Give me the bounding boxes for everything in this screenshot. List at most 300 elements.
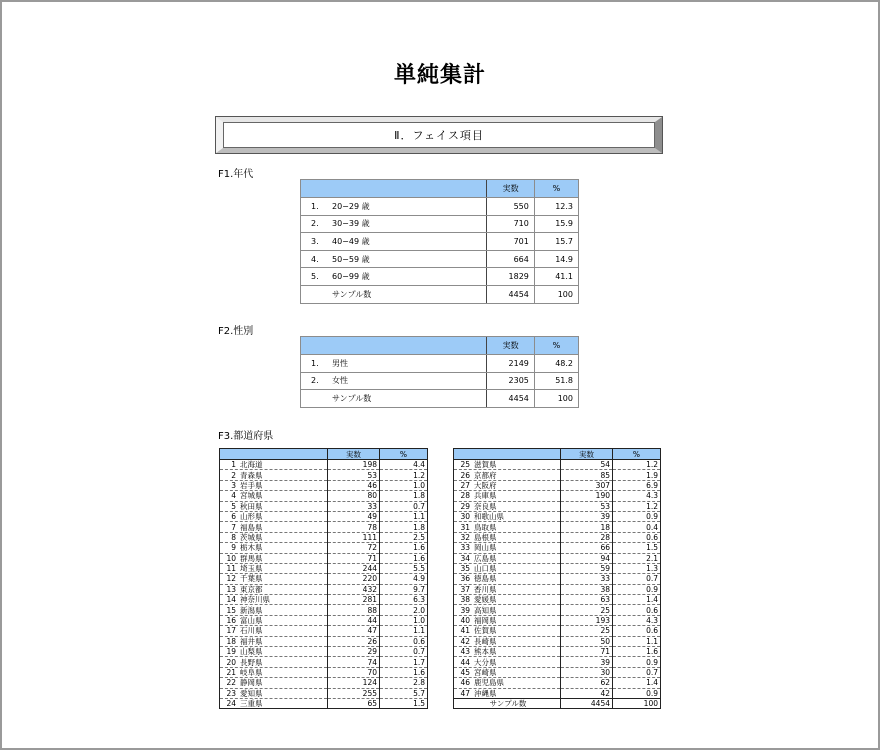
header-blank	[220, 449, 328, 460]
prefecture-name: 宮城県	[240, 491, 263, 501]
row-label: 女性	[326, 372, 487, 390]
row-count: 255	[328, 688, 380, 698]
prefecture-name: 高知県	[474, 605, 497, 615]
page-title: 単純集計	[393, 63, 486, 88]
prefecture-name: 愛知県	[240, 688, 263, 698]
row-percent: 1.9	[613, 470, 661, 480]
row-percent: 5.5	[380, 563, 428, 573]
table-row	[301, 372, 579, 390]
row-percent: 14.9	[534, 250, 578, 268]
prefecture-name: 秋田県	[240, 501, 263, 511]
prefecture-number: 31	[460, 522, 470, 532]
prefecture-number: 18	[226, 636, 236, 646]
table-row	[220, 563, 428, 573]
prefecture-number: 43	[460, 647, 470, 657]
prefecture-name: 茨城県	[240, 532, 263, 542]
row-percent: 15.7	[534, 233, 578, 251]
prefecture-cell	[220, 698, 328, 708]
prefecture-cell	[454, 460, 561, 470]
f1-age-table	[300, 179, 579, 304]
row-count: 72	[328, 543, 380, 553]
row-label: 40−49 歳	[326, 233, 487, 251]
row-count: 190	[561, 491, 613, 501]
prefecture-number: 4	[231, 491, 236, 501]
header-count: 実数	[487, 180, 534, 198]
table-row	[454, 584, 661, 594]
total-row	[454, 698, 661, 708]
header-blank	[326, 180, 487, 198]
prefecture-cell	[454, 636, 561, 646]
prefecture-number: 42	[460, 636, 470, 646]
table-row	[454, 626, 661, 636]
prefecture-number: 33	[460, 543, 470, 553]
prefecture-number: 36	[460, 574, 470, 584]
prefecture-number: 47	[460, 688, 470, 698]
table-row	[220, 636, 428, 646]
prefecture-cell	[220, 470, 328, 480]
row-count: 701	[487, 233, 534, 251]
row-percent: 6.9	[613, 480, 661, 490]
row-percent: 1.2	[380, 470, 428, 480]
prefecture-number: 16	[226, 616, 236, 626]
table-row	[454, 647, 661, 657]
row-count: 62	[561, 678, 613, 688]
row-label: 男性	[326, 355, 487, 373]
row-count: 550	[487, 198, 534, 216]
prefecture-name: 大分県	[474, 657, 497, 667]
prefecture-name: 三重県	[240, 699, 263, 709]
row-count: 70	[328, 667, 380, 677]
header-blank	[454, 449, 561, 460]
row-count: 25	[561, 626, 613, 636]
prefecture-cell	[454, 605, 561, 615]
prefecture-cell	[220, 667, 328, 677]
prefecture-cell	[220, 480, 328, 490]
row-percent: 5.7	[380, 688, 428, 698]
prefecture-cell	[454, 480, 561, 490]
total-label: サンプル数	[326, 390, 487, 408]
row-count: 220	[328, 574, 380, 584]
row-count: 80	[328, 491, 380, 501]
prefecture-number: 11	[226, 564, 236, 574]
row-count: 664	[487, 250, 534, 268]
row-percent: 9.7	[380, 584, 428, 594]
row-number: 3.	[301, 233, 327, 251]
prefecture-cell	[454, 584, 561, 594]
table-row	[454, 605, 661, 615]
prefecture-cell	[454, 532, 561, 542]
header-count: 実数	[328, 449, 380, 460]
row-number: 1.	[301, 355, 327, 373]
prefecture-number: 46	[460, 678, 470, 688]
prefecture-number: 38	[460, 595, 470, 605]
prefecture-number: 29	[460, 501, 470, 511]
table-row	[454, 667, 661, 677]
row-count: 85	[561, 470, 613, 480]
table-row	[454, 657, 661, 667]
row-percent: 1.8	[380, 522, 428, 532]
total-row	[301, 390, 579, 408]
row-percent: 1.6	[380, 667, 428, 677]
row-count: 33	[561, 574, 613, 584]
prefecture-number: 32	[460, 532, 470, 542]
prefecture-name: 静岡県	[240, 678, 263, 688]
table-row	[454, 470, 661, 480]
prefecture-name: 愛媛県	[474, 595, 497, 605]
prefecture-cell	[454, 626, 561, 636]
row-count: 30	[561, 667, 613, 677]
prefecture-number: 27	[460, 480, 470, 490]
prefecture-cell	[220, 501, 328, 511]
prefecture-name: 岩手県	[240, 480, 263, 490]
prefecture-cell	[454, 501, 561, 511]
table-row	[454, 501, 661, 511]
prefecture-number: 6	[231, 512, 236, 522]
prefecture-cell	[454, 657, 561, 667]
row-percent: 0.6	[380, 636, 428, 646]
row-percent: 4.3	[613, 615, 661, 625]
row-percent: 1.1	[613, 636, 661, 646]
prefecture-cell	[220, 574, 328, 584]
table-row	[220, 698, 428, 708]
row-percent: 51.8	[534, 372, 578, 390]
row-count: 2149	[487, 355, 534, 373]
prefecture-name: 福井県	[240, 636, 263, 646]
table-row	[220, 480, 428, 490]
prefecture-number: 19	[226, 647, 236, 657]
row-percent: 1.4	[613, 595, 661, 605]
prefecture-name: 富山県	[240, 616, 263, 626]
row-percent: 4.3	[613, 491, 661, 501]
row-count: 74	[328, 657, 380, 667]
table-row	[220, 615, 428, 625]
header-percent: %	[534, 337, 578, 355]
table-row	[220, 647, 428, 657]
row-percent: 0.7	[613, 667, 661, 677]
table-row	[454, 491, 661, 501]
row-number: 5.	[301, 268, 327, 286]
header-blank	[326, 337, 487, 355]
prefecture-name: 山形県	[240, 512, 263, 522]
row-percent: 0.7	[380, 501, 428, 511]
row-count: 65	[328, 698, 380, 708]
prefecture-number: 9	[231, 543, 236, 553]
row-percent: 0.9	[613, 511, 661, 521]
table-header-row	[454, 449, 661, 460]
prefecture-cell	[220, 491, 328, 501]
f3-prefecture-table-right	[453, 448, 661, 709]
row-label: 30−39 歳	[326, 215, 487, 233]
prefecture-number: 25	[460, 460, 470, 470]
row-number-blank	[301, 390, 327, 408]
prefecture-name: 和歌山県	[474, 512, 504, 522]
total-count: 4454	[561, 698, 613, 708]
row-count: 94	[561, 553, 613, 563]
prefecture-number: 3	[231, 480, 236, 490]
prefecture-name: 京都府	[474, 470, 497, 480]
row-percent: 6.3	[380, 595, 428, 605]
table-row	[454, 480, 661, 490]
prefecture-cell	[220, 678, 328, 688]
row-percent: 0.9	[613, 584, 661, 594]
prefecture-name: 大阪府	[474, 480, 497, 490]
total-percent: 100	[613, 698, 661, 708]
prefecture-name: 山口県	[474, 564, 497, 574]
prefecture-cell	[454, 667, 561, 677]
row-percent: 4.9	[380, 574, 428, 584]
row-percent: 15.9	[534, 215, 578, 233]
row-percent: 1.3	[613, 563, 661, 573]
prefecture-cell	[454, 511, 561, 521]
table-row	[454, 511, 661, 521]
row-count: 2305	[487, 372, 534, 390]
prefecture-name: 群馬県	[240, 553, 263, 563]
prefecture-number: 14	[226, 595, 236, 605]
prefecture-name: 石川県	[240, 626, 263, 636]
row-percent: 0.6	[613, 626, 661, 636]
prefecture-number: 35	[460, 564, 470, 574]
row-percent: 1.7	[380, 657, 428, 667]
row-percent: 1.1	[380, 626, 428, 636]
prefecture-number: 28	[460, 491, 470, 501]
prefecture-number: 7	[231, 522, 236, 532]
prefecture-cell	[220, 688, 328, 698]
row-count: 1829	[487, 268, 534, 286]
prefecture-number: 44	[460, 657, 470, 667]
row-count: 29	[328, 647, 380, 657]
prefecture-cell	[454, 647, 561, 657]
row-percent: 0.6	[613, 605, 661, 615]
row-count: 71	[561, 647, 613, 657]
prefecture-cell	[220, 615, 328, 625]
prefecture-name: 千葉県	[240, 574, 263, 584]
row-count: 38	[561, 584, 613, 594]
prefecture-cell	[220, 460, 328, 470]
prefecture-cell	[220, 584, 328, 594]
prefecture-cell	[220, 636, 328, 646]
prefecture-cell	[220, 626, 328, 636]
row-percent: 0.6	[613, 532, 661, 542]
prefecture-cell	[454, 688, 561, 698]
row-percent: 4.4	[380, 460, 428, 470]
table-row	[220, 584, 428, 594]
total-percent: 100	[534, 285, 578, 303]
section-title: Ⅱ．フェイス項目	[223, 122, 655, 148]
prefecture-number: 40	[460, 616, 470, 626]
row-label: 60−99 歳	[326, 268, 487, 286]
row-percent: 41.1	[534, 268, 578, 286]
table-row	[454, 574, 661, 584]
row-percent: 2.0	[380, 605, 428, 615]
prefecture-cell	[454, 563, 561, 573]
prefecture-number: 34	[460, 553, 470, 563]
row-percent: 0.7	[613, 574, 661, 584]
prefecture-number: 13	[226, 584, 236, 594]
table-row	[220, 491, 428, 501]
total-percent: 100	[534, 390, 578, 408]
table-row	[220, 657, 428, 667]
prefecture-name: 滋賀県	[474, 460, 497, 470]
row-percent: 1.0	[380, 480, 428, 490]
prefecture-cell	[220, 553, 328, 563]
row-percent: 2.8	[380, 678, 428, 688]
prefecture-name: 兵庫県	[474, 491, 497, 501]
prefecture-number: 8	[231, 532, 236, 542]
table-header-row	[301, 180, 579, 198]
header-blank	[301, 337, 327, 355]
table-row	[220, 626, 428, 636]
table-row	[454, 688, 661, 698]
prefecture-cell	[454, 553, 561, 563]
table-row	[301, 250, 579, 268]
prefecture-cell	[220, 563, 328, 573]
table-row	[220, 511, 428, 521]
header-percent: %	[380, 449, 428, 460]
prefecture-name: 岡山県	[474, 543, 497, 553]
prefecture-cell	[220, 595, 328, 605]
table-row	[454, 543, 661, 553]
row-count: 18	[561, 522, 613, 532]
table-header-row	[301, 337, 579, 355]
prefecture-cell	[454, 615, 561, 625]
f3-prefecture-table-left	[219, 448, 428, 709]
table-row	[220, 678, 428, 688]
row-number: 1.	[301, 198, 327, 216]
prefecture-name: 沖縄県	[474, 688, 497, 698]
row-number: 2.	[301, 215, 327, 233]
prefecture-name: 佐賀県	[474, 626, 497, 636]
prefecture-cell	[220, 532, 328, 542]
prefecture-number: 37	[460, 584, 470, 594]
row-number: 2.	[301, 372, 327, 390]
prefecture-name: 鹿児島県	[474, 678, 504, 688]
row-percent: 1.2	[613, 501, 661, 511]
table-row	[220, 543, 428, 553]
prefecture-name: 神奈川県	[240, 595, 270, 605]
prefecture-cell	[454, 574, 561, 584]
prefecture-cell	[220, 605, 328, 615]
table-row	[454, 460, 661, 470]
row-number-blank	[301, 285, 327, 303]
row-percent: 1.6	[613, 647, 661, 657]
prefecture-cell	[454, 491, 561, 501]
prefecture-number: 41	[460, 626, 470, 636]
prefecture-number: 45	[460, 668, 470, 677]
prefecture-cell	[220, 522, 328, 532]
prefecture-cell	[454, 543, 561, 553]
prefecture-name: 広島県	[474, 553, 497, 563]
table-row	[454, 563, 661, 573]
row-count: 432	[328, 584, 380, 594]
table-row	[220, 605, 428, 615]
table-row	[454, 595, 661, 605]
row-count: 244	[328, 563, 380, 573]
row-percent: 1.6	[380, 553, 428, 563]
row-count: 42	[561, 688, 613, 698]
prefecture-number: 15	[226, 605, 236, 615]
prefecture-name: 青森県	[240, 470, 263, 480]
row-percent: 1.4	[613, 678, 661, 688]
row-count: 193	[561, 615, 613, 625]
prefecture-cell	[220, 647, 328, 657]
row-percent: 1.1	[380, 511, 428, 521]
table-row	[220, 532, 428, 542]
table-row	[220, 595, 428, 605]
table-row	[301, 233, 579, 251]
prefecture-name: 福岡県	[474, 616, 497, 626]
prefecture-name: 宮崎県	[474, 668, 497, 677]
prefecture-name: 山梨県	[240, 647, 263, 657]
row-percent: 2.5	[380, 532, 428, 542]
f2-gender-table	[300, 336, 579, 408]
total-label: サンプル数	[454, 698, 561, 708]
prefecture-cell	[220, 511, 328, 521]
table-row	[220, 688, 428, 698]
prefecture-number: 21	[226, 668, 236, 677]
prefecture-name: 香川県	[474, 584, 497, 594]
row-count: 50	[561, 636, 613, 646]
row-label: 20−29 歳	[326, 198, 487, 216]
row-count: 39	[561, 657, 613, 667]
row-count: 88	[328, 605, 380, 615]
table-row	[220, 574, 428, 584]
prefecture-number: 23	[226, 688, 236, 698]
prefecture-name: 奈良県	[474, 501, 497, 511]
table-row	[301, 355, 579, 373]
row-count: 59	[561, 563, 613, 573]
row-percent: 0.9	[613, 688, 661, 698]
row-count: 25	[561, 605, 613, 615]
row-count: 53	[561, 501, 613, 511]
table-header-row	[220, 449, 428, 460]
row-count: 46	[328, 480, 380, 490]
prefecture-name: 北海道	[240, 460, 263, 470]
prefecture-number: 2	[231, 470, 236, 480]
table-row	[220, 667, 428, 677]
table-row	[301, 215, 579, 233]
prefecture-cell	[220, 543, 328, 553]
row-count: 63	[561, 595, 613, 605]
table-row	[220, 501, 428, 511]
prefecture-name: 埼玉県	[240, 564, 263, 574]
table-row	[220, 522, 428, 532]
prefecture-name: 福島県	[240, 522, 263, 532]
total-label: サンプル数	[326, 285, 487, 303]
row-count: 39	[561, 511, 613, 521]
prefecture-number: 12	[226, 574, 236, 584]
prefecture-number: 30	[460, 512, 470, 522]
header-percent: %	[613, 449, 661, 460]
row-percent: 1.5	[380, 698, 428, 708]
table-row	[454, 636, 661, 646]
row-percent: 0.4	[613, 522, 661, 532]
header-count: 実数	[561, 449, 613, 460]
row-count: 49	[328, 511, 380, 521]
row-count: 124	[328, 678, 380, 688]
row-count: 53	[328, 470, 380, 480]
table-row	[454, 553, 661, 563]
prefecture-name: 栃木県	[240, 543, 263, 553]
prefecture-name: 鳥取県	[474, 522, 497, 532]
row-count: 71	[328, 553, 380, 563]
prefecture-name: 新潟県	[240, 605, 263, 615]
header-percent: %	[534, 180, 578, 198]
row-count: 54	[561, 460, 613, 470]
total-row	[301, 285, 579, 303]
row-percent: 1.6	[380, 543, 428, 553]
prefecture-name: 東京都	[240, 584, 263, 594]
row-count: 281	[328, 595, 380, 605]
